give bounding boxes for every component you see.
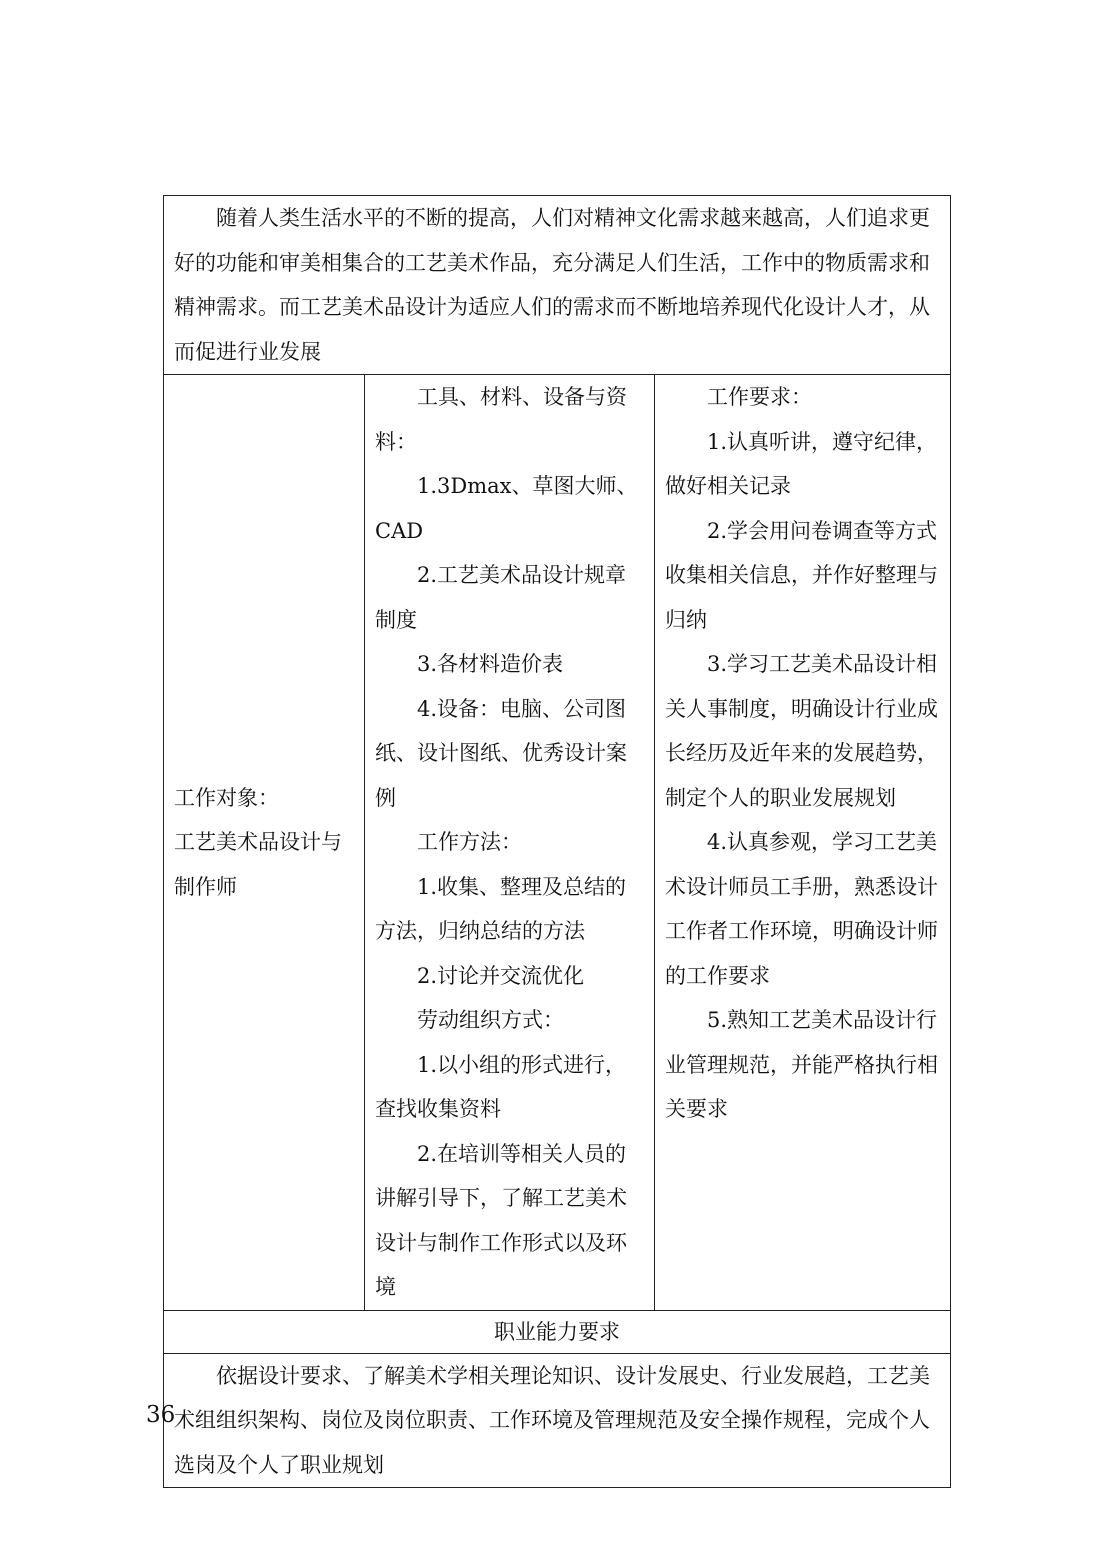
detail-row: [164, 375, 951, 1311]
intro-row: [164, 196, 951, 375]
ability-paragraph: 依据设计要求、了解美术学相关理论知识、设计发展史、行业发展趋，工艺美术组组织架构、岗位及岗位职责、工作环境及管理规范及安全操作规程，完成个人选岗及个人了职业规划: [174, 1363, 930, 1477]
ability-row: [164, 1353, 951, 1488]
tools-heading: 工具、材料、设备与资料：: [375, 385, 627, 454]
intro-cell: [164, 196, 951, 375]
method-item: 2.讨论并交流优化: [417, 963, 585, 988]
requirement-item: 1.认真听讲，遵守纪律，做好相关记录: [665, 429, 938, 498]
tools-methods-cell: [365, 375, 655, 1311]
tool-item: 1.3Dmax、草图大师、CAD: [375, 474, 638, 543]
requirement-item: 4.认真参观，学习工艺美术设计师员工手册，熟悉设计工作者工作环境，明确设计师的工作要求: [665, 830, 938, 988]
ability-cell: [164, 1353, 951, 1488]
ability-heading-row: [164, 1310, 951, 1353]
tool-item: 3.各材料造价表: [417, 652, 564, 676]
content-table: [163, 195, 951, 1488]
requirement-item: 2.学会用问卷调查等方式收集相关信息，并作好整理与归纳: [665, 518, 938, 632]
work-object-label: 工作对象：: [174, 785, 279, 810]
requirement-item: 3.学习工艺美术品设计相关人事制度，明确设计行业成长经历及近年来的发展趋势，制定个人的职业发展规划: [665, 652, 938, 810]
intro-paragraph: 随着人类生活水平的不断的提高，人们对精神文化需求越来越高，人们追求更好的功能和审美相集合的工艺美术作品，充分满足人们生活，工作中的物质需求和精神需求。而工艺美术品设计为适应人们的需求而不断地培养现代化设计人才，从而促进行业发展: [174, 206, 930, 364]
method-item: 1.收集、整理及总结的方法，归纳总结的方法: [375, 874, 627, 943]
requirement-item: 5.熟知工艺美术品设计行业管理规范，并能严格执行相关要求: [665, 1008, 938, 1121]
organization-heading: 劳动组织方式：: [417, 1008, 564, 1032]
work-object-value: 工艺美术品设计与制作师: [174, 830, 342, 899]
organization-item: 1.以小组的形式进行，查找收集资料: [375, 1052, 627, 1121]
methods-heading: 工作方法：: [417, 830, 522, 854]
requirements-heading: 工作要求：: [707, 385, 812, 409]
page-number: 36: [146, 1402, 176, 1428]
organization-item: 2.在培训等相关人员的讲解引导下，了解工艺美术设计与制作工作形式以及环境: [375, 1141, 627, 1299]
work-object-cell: [164, 375, 365, 1311]
requirements-cell: [655, 375, 951, 1311]
tool-item: 2.工艺美术品设计规章制度: [375, 563, 627, 632]
ability-heading: 职业能力要求: [164, 1310, 951, 1353]
tool-item: 4.设备：电脑、公司图纸、设计图纸、优秀设计案例: [375, 696, 627, 810]
